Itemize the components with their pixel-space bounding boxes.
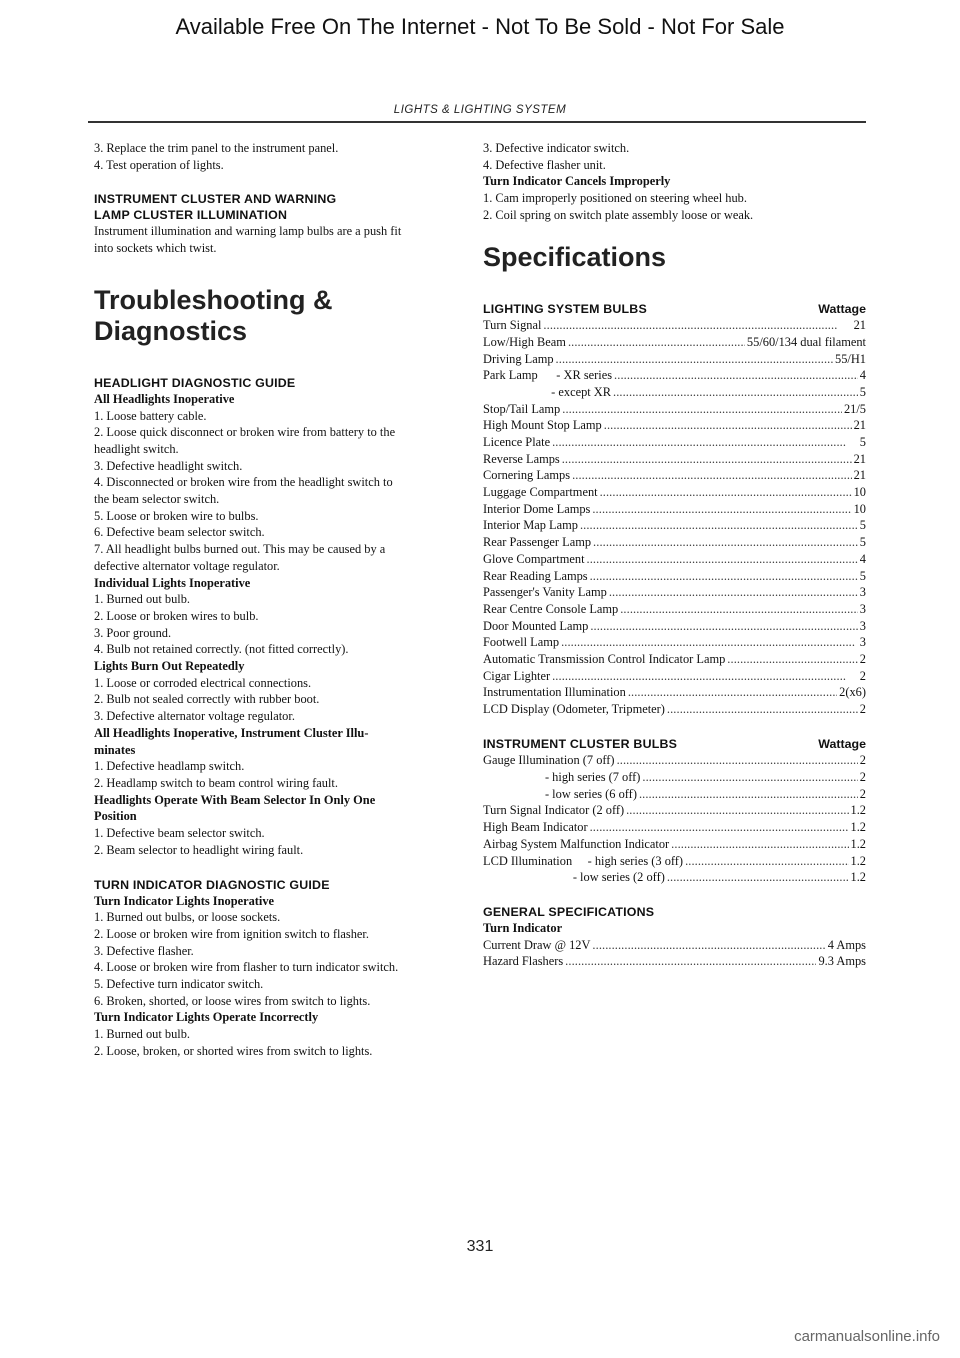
list-item: 5. Loose or broken wire to bulbs. [94, 508, 259, 523]
list-item: 3. Defective indicator switch. [483, 141, 630, 155]
list-item: 3. Defective headlight switch. [94, 458, 243, 473]
subheading: All Headlights Inoperative [94, 391, 235, 406]
spec-value: 3 [859, 585, 866, 600]
cluster-table [483, 752, 866, 886]
headlight-guide-heading: HEADLIGHT DIAGNOSTIC GUIDE [94, 375, 296, 390]
subheading: minates [94, 742, 136, 757]
headlight-guide-list [94, 391, 468, 859]
spec-label: - except XR [483, 384, 612, 399]
turn-guide-continued [483, 140, 866, 224]
spec-label: Door Mounted Lamp [483, 618, 589, 633]
general-heading: GENERAL SPECIFICATIONS [483, 904, 655, 919]
spec-label: Hazard Flashers [483, 954, 564, 969]
dot-leader [592, 501, 851, 518]
spec-value: 2 [859, 770, 866, 785]
dot-leader [667, 701, 858, 718]
list-item: defective alternator voltage regulator. [94, 558, 280, 573]
spec-value: 21 [853, 318, 866, 333]
spec-value: 21/5 [843, 401, 866, 416]
spec-label: Gauge Illumination (7 off) [483, 753, 615, 768]
spec-row [483, 501, 866, 518]
list-item: 1. Loose battery cable. [94, 408, 207, 423]
spec-row [483, 618, 866, 635]
spec-label: Luggage Compartment [483, 485, 598, 500]
spec-label: Footwell Lamp [483, 635, 560, 650]
spec-row [483, 451, 866, 468]
bulbs-table-header [483, 301, 866, 318]
intro-steps [94, 140, 468, 173]
spec-value: 3 [859, 601, 866, 616]
spec-row [483, 802, 866, 819]
list-item: 3. Defective alternator voltage regulator. [94, 709, 295, 724]
spec-label: Passenger's Vanity Lamp [483, 585, 607, 600]
dot-leader [600, 484, 852, 501]
dot-leader [628, 684, 837, 701]
dot-leader [620, 601, 858, 618]
spec-label: Licence Plate [483, 435, 551, 450]
list-item: 1. Burned out bulb. [94, 592, 191, 607]
header-rule [88, 121, 866, 123]
right-column [483, 140, 866, 970]
list-item: 4. Disconnected or broken wire from the headlight switch to [94, 475, 393, 490]
body-line: Instrument illumination and warning lamp bulbs are a push fit [94, 224, 402, 239]
subheading: Individual Lights Inoperative [94, 575, 251, 590]
dot-leader [587, 551, 858, 568]
spec-row [483, 517, 866, 534]
spec-row [483, 434, 866, 451]
spec-value: 55/H1 [835, 351, 866, 366]
spec-label: Park Lamp - XR series [483, 368, 613, 383]
spec-row [483, 584, 866, 601]
intro-step: 3. Replace the trim panel to the instrument panel. [94, 141, 339, 155]
spec-row [483, 568, 866, 585]
title-line: Diagnostics [94, 315, 248, 346]
spec-label: Airbag System Malfunction Indicator [483, 836, 670, 851]
dot-leader [561, 634, 858, 651]
list-item: 5. Defective turn indicator switch. [94, 977, 264, 992]
subheading: Turn Indicator Lights Operate Incorrectly [94, 1010, 319, 1025]
spec-label: Rear Centre Console Lamp [483, 601, 619, 616]
spec-value: 2(x6) [839, 685, 866, 700]
list-item: 2. Bulb not sealed correctly with rubber boot. [94, 692, 320, 707]
list-item: headlight switch. [94, 441, 179, 456]
spec-row [483, 869, 866, 886]
spec-row [483, 769, 866, 786]
spec-value: 2 [859, 702, 866, 717]
spec-label: Cigar Lighter [483, 668, 551, 683]
subheading: Turn Indicator Lights Inoperative [94, 893, 275, 908]
spec-value: 55/60/134 dual filament [746, 334, 866, 349]
left-column [94, 140, 468, 1060]
spec-row [483, 668, 866, 685]
list-item: 1. Loose or corroded electrical connections. [94, 675, 312, 690]
spec-label: Instrumentation Illumination [483, 685, 626, 700]
spec-value: 4 [859, 551, 866, 566]
bulbs-unit: Wattage [818, 301, 866, 316]
dot-leader [685, 853, 848, 870]
list-item: the beam selector switch. [94, 492, 220, 507]
dot-leader [614, 367, 858, 384]
spec-label: LCD Display (Odometer, Tripmeter) [483, 702, 665, 717]
dot-leader [613, 384, 858, 401]
list-item: 4. Loose or broken wire from flasher to turn indicator switch. [94, 960, 399, 975]
spec-value: 5 [859, 518, 866, 533]
dot-leader [562, 451, 852, 468]
intro-step: 4. Test operation of lights. [94, 157, 224, 172]
dot-leader [568, 334, 745, 351]
spec-label: LCD Illumination - high series (3 off) [483, 853, 684, 868]
list-item: 1. Defective headlamp switch. [94, 759, 245, 774]
cluster-illumination-heading [94, 191, 468, 223]
spec-value: 1.2 [850, 820, 866, 835]
spec-value: 21 [853, 451, 866, 466]
spec-row [483, 334, 866, 351]
list-item: 2. Loose quick disconnect or broken wire from battery to the [94, 425, 396, 440]
page-banner: Available Free On The Internet - Not To Be Sold - Not For Sale [175, 14, 785, 39]
spec-value: 2 [859, 753, 866, 768]
spec-value: 3 [859, 618, 866, 633]
spec-label: Interior Map Lamp [483, 518, 578, 533]
list-item: 3. Poor ground. [94, 625, 172, 640]
general-table [483, 937, 866, 970]
dot-leader [642, 769, 857, 786]
spec-label: Reverse Lamps [483, 451, 560, 466]
spec-row [483, 786, 866, 803]
list-item: 2. Loose, broken, or shorted wires from switch to lights. [94, 1043, 373, 1058]
spec-row [483, 417, 866, 434]
spec-row [483, 684, 866, 701]
dot-leader [671, 836, 848, 853]
spec-value: 5 [859, 568, 866, 583]
spec-label: Interior Dome Lamps [483, 501, 591, 516]
subheading: Lights Burn Out Repeatedly [94, 659, 245, 674]
dot-leader [543, 317, 851, 334]
subheading: Turn Indicator Cancels Improperly [483, 174, 671, 189]
spec-row [483, 836, 866, 853]
subheading: Headlights Operate With Beam Selector In Only One [94, 792, 376, 807]
spec-row [483, 701, 866, 718]
list-item: 2. Beam selector to headlight wiring fault. [94, 842, 304, 857]
spec-value: 3 [859, 635, 866, 650]
spec-label: Turn Signal [483, 318, 542, 333]
subheading: All Headlights Inoperative, Instrument Cluster Illu- [94, 725, 369, 740]
turn-guide-list [94, 893, 468, 1060]
spec-value: 9.3 Amps [818, 954, 866, 969]
spec-row [483, 484, 866, 501]
running-header: LIGHTS & LIGHTING SYSTEM [393, 104, 567, 116]
spec-row [483, 752, 866, 769]
list-item: 4. Defective flasher unit. [483, 157, 606, 172]
spec-value: 10 [853, 501, 866, 516]
spec-value: 2 [859, 651, 866, 666]
dot-leader [565, 953, 816, 970]
cluster-table-header [483, 736, 866, 753]
list-item: 2. Headlamp switch to beam control wiring fault. [94, 775, 338, 790]
spec-value: 1.2 [850, 870, 866, 885]
body-line: into sockets which twist. [94, 241, 217, 256]
spec-label: Stop/Tail Lamp [483, 401, 561, 416]
spec-label: Rear Reading Lamps [483, 568, 588, 583]
spec-label: - low series (6 off) [483, 786, 637, 801]
spec-label: Low/High Beam [483, 334, 566, 349]
dot-leader [590, 819, 849, 836]
general-subheading: Turn Indicator [483, 920, 563, 935]
spec-row [483, 601, 866, 618]
specifications-title: Specifications [483, 241, 667, 272]
list-item: 6. Defective beam selector switch. [94, 525, 265, 540]
heading-line: INSTRUMENT CLUSTER AND WARNING [94, 192, 337, 207]
list-item: 3. Defective flasher. [94, 943, 194, 958]
dot-leader [590, 618, 857, 635]
title-line: Troubleshooting & [94, 284, 333, 315]
spec-value: 4 Amps [827, 937, 866, 952]
spec-label: Cornering Lamps [483, 468, 571, 483]
turn-guide-heading: TURN INDICATOR DIAGNOSTIC GUIDE [94, 877, 330, 892]
dot-leader [580, 517, 858, 534]
list-item: 1. Burned out bulbs, or loose sockets. [94, 910, 281, 925]
spec-row [483, 634, 866, 651]
spec-row [483, 953, 866, 970]
heading-line: LAMP CLUSTER ILLUMINATION [94, 208, 288, 223]
spec-value: 21 [853, 418, 866, 433]
list-item: 2. Loose or broken wire from ignition switch to flasher. [94, 926, 369, 941]
spec-value: 10 [853, 485, 866, 500]
spec-row [483, 384, 866, 401]
subheading: Position [94, 809, 137, 824]
list-item: 4. Bulb not retained correctly. (not fitted correctly). [94, 642, 349, 657]
dot-leader [592, 937, 825, 954]
spec-row [483, 551, 866, 568]
list-item: 2. Loose or broken wires to bulb. [94, 608, 259, 623]
dot-leader [556, 351, 833, 368]
spec-row [483, 317, 866, 334]
list-item: 1. Burned out bulb. [94, 1027, 191, 1042]
dot-leader [667, 869, 849, 886]
bulbs-heading: LIGHTING SYSTEM BULBS [483, 301, 647, 316]
spec-row [483, 367, 866, 384]
dot-leader [562, 401, 842, 418]
spec-row [483, 534, 866, 551]
spec-row [483, 853, 866, 870]
spec-value: 2 [859, 668, 866, 683]
spec-value: 1.2 [850, 836, 866, 851]
cluster-heading: INSTRUMENT CLUSTER BULBS [483, 736, 678, 751]
spec-row [483, 351, 866, 368]
spec-label: Driving Lamp [483, 351, 554, 366]
spec-value: 1.2 [850, 803, 866, 818]
spec-value: 5 [859, 535, 866, 550]
bulbs-table [483, 317, 866, 718]
spec-label: Current Draw @ 12V [483, 937, 591, 952]
dot-leader [626, 802, 848, 819]
spec-row [483, 401, 866, 418]
list-item: 7. All headlight bulbs burned out. This may be caused by a [94, 542, 386, 557]
dot-leader [727, 651, 858, 668]
dot-leader [593, 534, 858, 551]
spec-row [483, 819, 866, 836]
page-number: 331 [466, 1238, 494, 1255]
spec-value: 4 [859, 368, 866, 383]
spec-row [483, 937, 866, 954]
spec-value: 21 [853, 468, 866, 483]
dot-leader [552, 668, 858, 685]
list-item: 6. Broken, shorted, or loose wires from switch to lights. [94, 993, 371, 1008]
spec-label: Glove Compartment [483, 551, 585, 566]
dot-leader [604, 417, 852, 434]
dot-leader [572, 467, 852, 484]
dot-leader [609, 584, 858, 601]
spec-label: High Mount Stop Lamp [483, 418, 602, 433]
watermark: carmanualsonline.info [794, 1328, 940, 1345]
list-item: 1. Defective beam selector switch. [94, 826, 265, 841]
troubleshooting-title [94, 285, 468, 347]
spec-label: Automatic Transmission Control Indicator Lamp [483, 651, 726, 666]
dot-leader [590, 568, 858, 585]
dot-leader [552, 434, 858, 451]
spec-value: 1.2 [850, 853, 866, 868]
dot-leader [617, 752, 858, 769]
spec-label: High Beam Indicator [483, 820, 588, 835]
spec-label: - high series (7 off) [483, 770, 641, 785]
spec-value: 5 [859, 435, 866, 450]
spec-value: 5 [859, 384, 866, 399]
list-item: 1. Cam improperly positioned on steering wheel hub. [483, 191, 747, 206]
spec-label: - low series (2 off) [483, 870, 665, 885]
spec-label: Turn Signal Indicator (2 off) [483, 803, 625, 818]
spec-value: 2 [859, 786, 866, 801]
list-item: 2. Coil spring on switch plate assembly loose or weak. [483, 207, 754, 222]
spec-row [483, 651, 866, 668]
spec-label: Rear Passenger Lamp [483, 535, 592, 550]
cluster-unit: Wattage [818, 736, 866, 751]
spec-row [483, 467, 866, 484]
dot-leader [639, 786, 858, 803]
